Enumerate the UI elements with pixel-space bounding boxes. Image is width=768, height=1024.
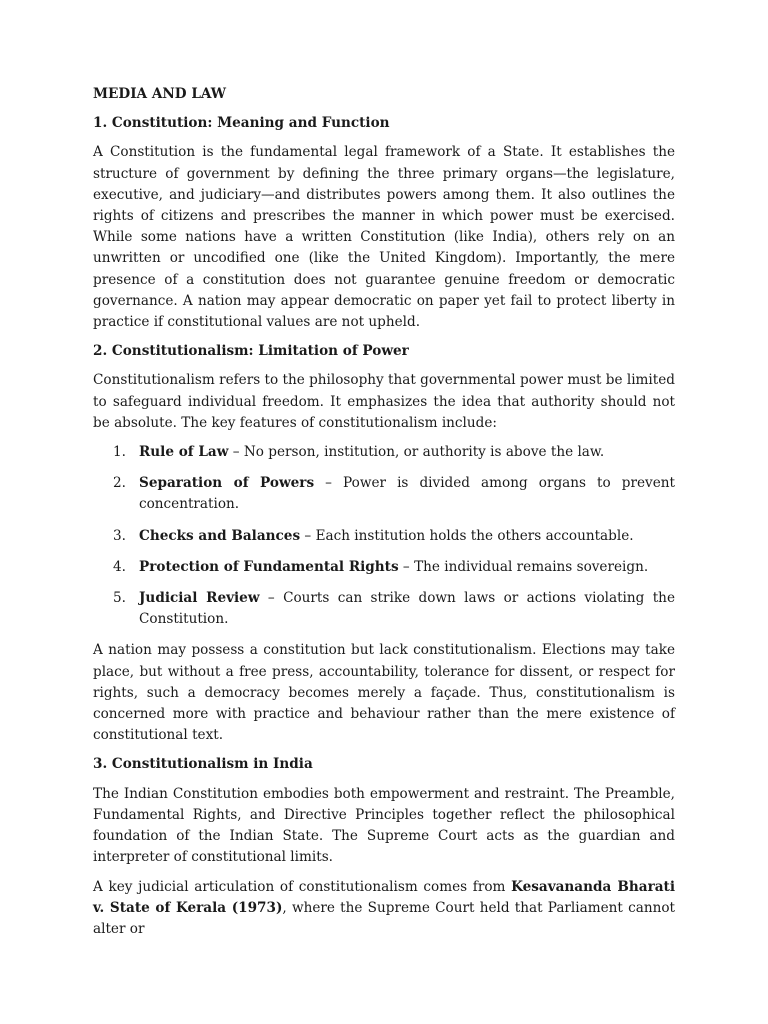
document-page <box>93 84 675 948</box>
list-item-separator: – <box>314 475 344 492</box>
paragraph-text-after: , where the Supreme Court held that Parliament cannot alter or <box>93 899 675 937</box>
paragraph-constitution-meaning: A Constitution is the fundamental legal framework of a State. It establishes the structure of government by defining the three primary organs—the legislature, executive, and judiciary—and distributes powers among them. It also outlines the rights of citizens and prescribes the manner in which power must be exercised. While some nations have a written Constitution (like India), others rely on an unwritten or uncodified one (like the United Kingdom). Importantly, the mere presence of a constitution does not guarantee genuine freedom or democratic governance. A nation may appear democratic on paper yet fail to protect liberty in practice if constitutional values are not upheld. <box>93 144 675 331</box>
section-heading-constitution: 1. Constitution: Meaning and Function <box>93 115 390 132</box>
list-item-description: Courts can strike down laws or actions violating the Constitution. <box>139 590 675 628</box>
list-item-number: 4. <box>113 558 126 575</box>
list-item-description: Power is divided among organs to prevent concentration. <box>139 475 675 513</box>
paragraph-constitutionalism-intro: Constitutionalism refers to the philosophy that governmental power must be limited to safeguard individual freedom. It emphasizes the idea that authority should not be absolute. The key features of constitutionalism include: <box>93 372 675 431</box>
list-item <box>93 588 675 630</box>
list-item <box>93 526 675 547</box>
features-list <box>93 442 675 630</box>
document-title: MEDIA AND LAW <box>93 86 227 102</box>
list-item-number: 1. <box>113 444 126 461</box>
list-item-separator: – <box>398 558 415 575</box>
list-item-description: Each institution holds the others accountable. <box>315 527 634 544</box>
list-item <box>93 442 675 463</box>
paragraph-constitutionalism-closing: A nation may possess a constitution but lack constitutionalism. Elections may take place, but without a free press, accountability, tolerance for dissent, or respect for rights, such a democracy becomes merely a façade. Thus, constitutionalism is concerned more with practice and behaviour rather than the mere existence of constitutional text. <box>93 642 675 744</box>
list-item-term: Checks and Balances <box>139 527 301 544</box>
list-item-term: Judicial Review <box>139 590 260 607</box>
list-item-term: Rule of Law <box>139 444 229 461</box>
list-item-separator: – <box>228 444 244 461</box>
list-item-number: 2. <box>113 475 126 492</box>
section-heading-india: 3. Constitutionalism in India <box>93 756 313 773</box>
list-item-number: 3. <box>113 527 126 544</box>
paragraph-india-constitution: The Indian Constitution embodies both empowerment and restraint. The Preamble, Fundamental Rights, and Directive Principles together reflect the philosophical foundation of the Indian State. The Supreme Court acts as the guardian and interpreter of constitutional limits. <box>93 785 675 866</box>
list-item-separator: – <box>300 527 316 544</box>
paragraph-text-before: A key judicial articulation of constitutionalism comes from <box>93 878 512 895</box>
list-item <box>93 473 675 515</box>
list-item-description: No person, institution, or authority is above the law. <box>243 444 605 461</box>
list-item-term: Separation of Powers <box>139 475 315 492</box>
list-item-term: Protection of Fundamental Rights <box>139 558 399 575</box>
list-item <box>93 557 675 578</box>
section-heading-constitutionalism: 2. Constitutionalism: Limitation of Power <box>93 343 409 360</box>
list-item-separator: – <box>259 590 284 607</box>
paragraph-kesavananda <box>93 877 675 941</box>
list-item-number: 5. <box>113 590 126 607</box>
case-citation: Kesavananda Bharati v. State of Kerala (1973) <box>93 878 675 916</box>
list-item-description: The individual remains sovereign. <box>414 558 649 575</box>
